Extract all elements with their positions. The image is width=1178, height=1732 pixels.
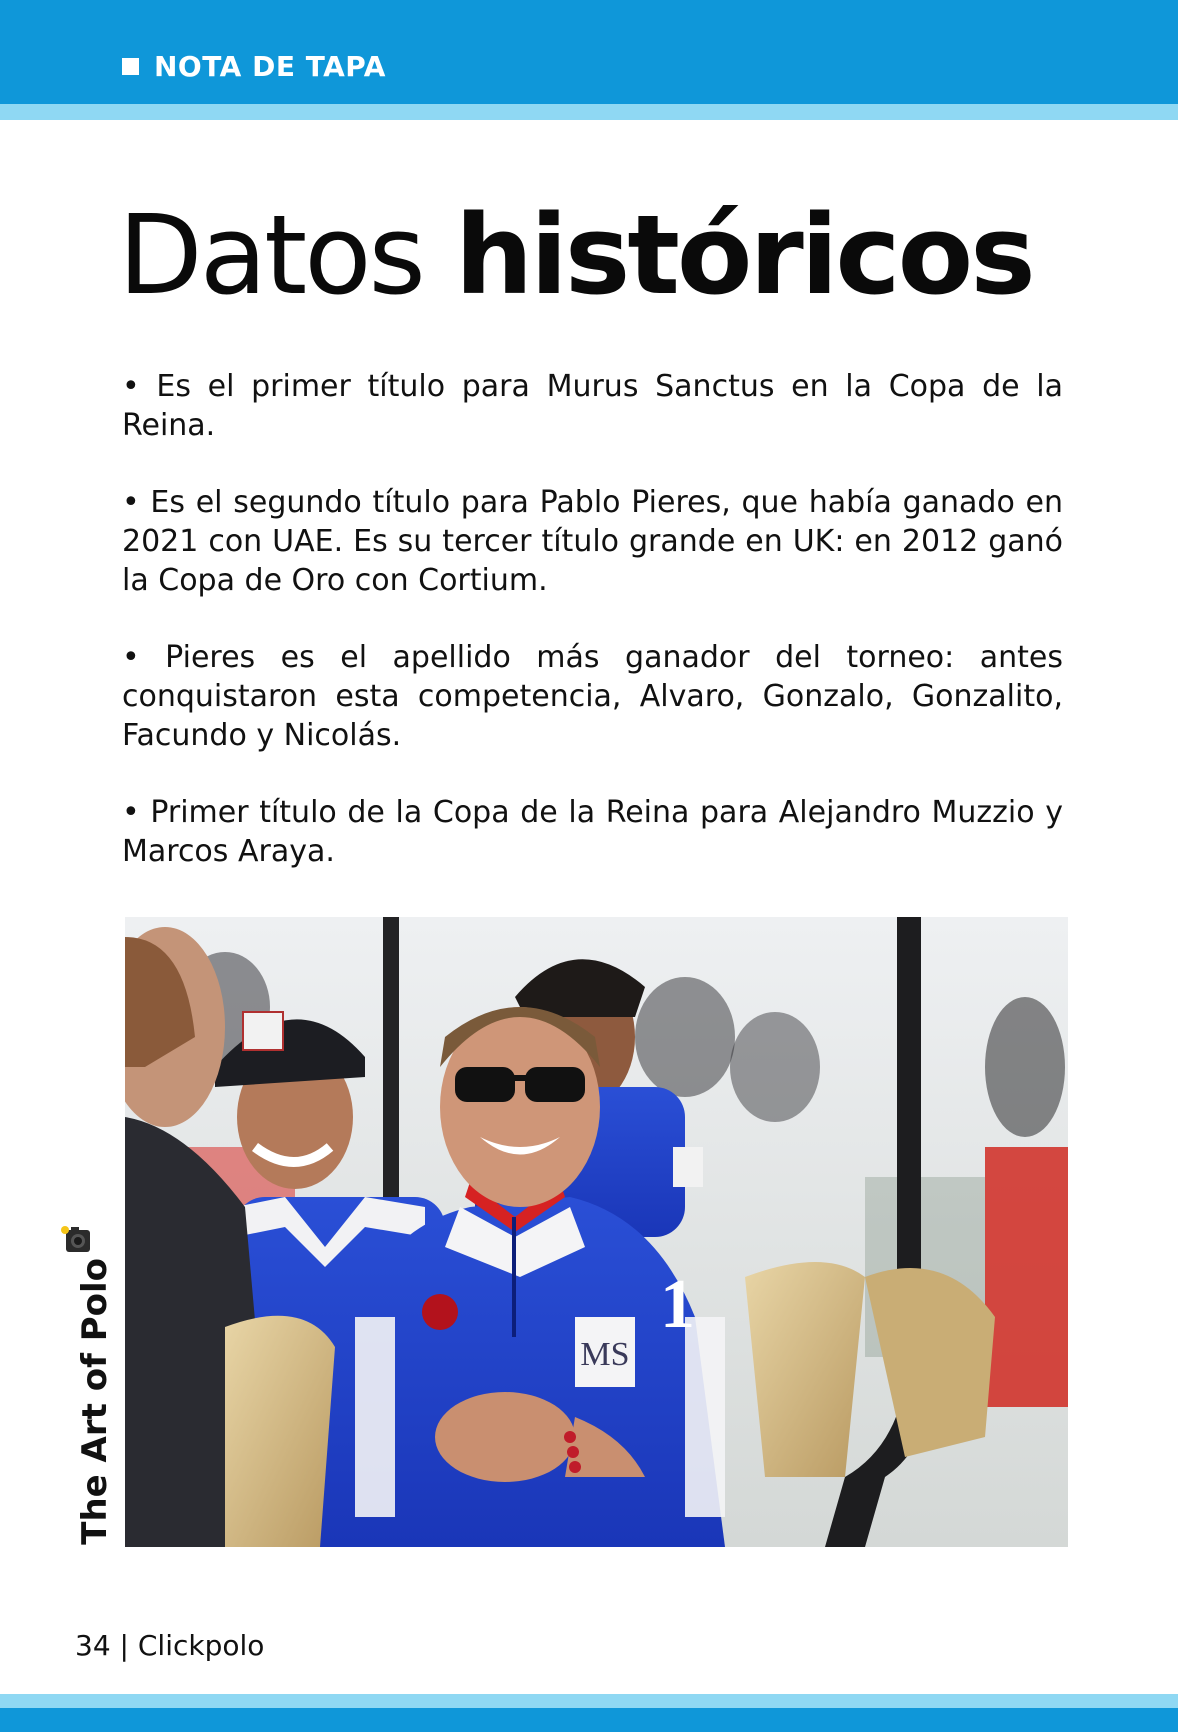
article-photo bbox=[125, 917, 1068, 1547]
paragraph-2: • Es el segundo título para Pablo Pieres, que había ganado en 2021 con UAE. Es su tercer título grande en UK: en 2012 ganó la Copa de Oro con Cortium. bbox=[122, 485, 1063, 598]
brand-vertical bbox=[55, 1258, 115, 1588]
footer-stripe bbox=[0, 1694, 1178, 1708]
section-tag bbox=[122, 50, 386, 83]
jersey-logo-text: MS bbox=[580, 1336, 630, 1373]
page-footer: 34 | Clickpolo bbox=[75, 1629, 265, 1662]
section-label: NOTA DE TAPA bbox=[154, 50, 386, 83]
paragraph-3: • Pieres es el apellido más ganador del torneo: antes conquistaron esta competencia, Alvaro, Gonzalo, Gonzalito, Facundo y Nicolás. bbox=[122, 640, 1063, 753]
brand-name: The Art of Polo bbox=[75, 1258, 115, 1545]
title-bold: históricos bbox=[454, 191, 1033, 319]
header-stripe bbox=[0, 104, 1178, 120]
paragraph-1: • Es el primer título para Murus Sanctus en la Copa de la Reina. bbox=[122, 369, 1063, 443]
square-bullet-icon bbox=[122, 58, 139, 75]
page-title bbox=[118, 191, 1033, 319]
title-light: Datos bbox=[118, 191, 423, 319]
camera-icon bbox=[60, 1222, 96, 1258]
paragraph-4: • Primer título de la Copa de la Reina para Alejandro Muzzio y Marcos Araya. bbox=[122, 795, 1063, 869]
footer-band bbox=[0, 1708, 1178, 1732]
article-body bbox=[122, 367, 1063, 909]
jersey-number: 1 bbox=[660, 1266, 695, 1343]
